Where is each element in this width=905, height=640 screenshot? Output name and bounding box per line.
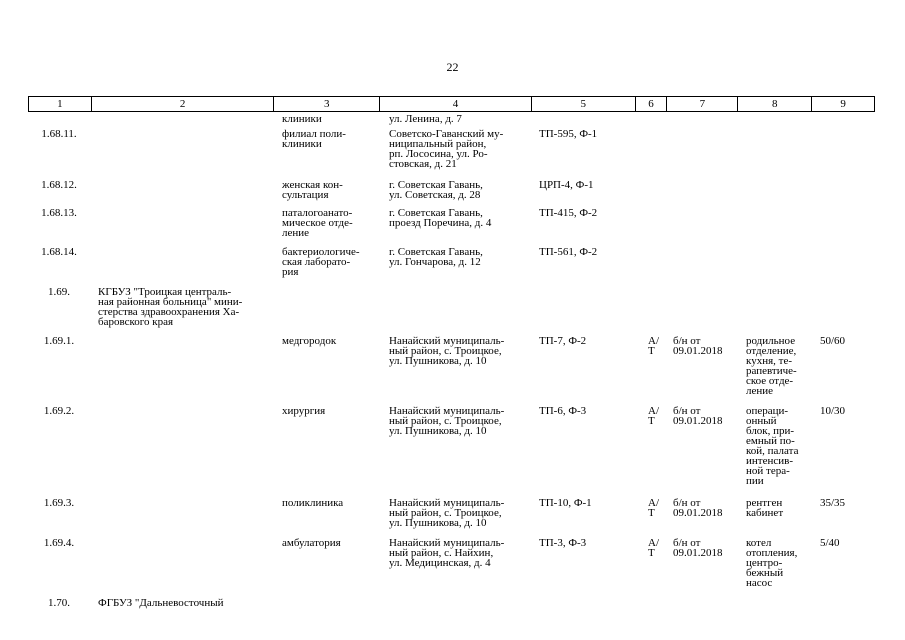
reserve-type: А/ Т (648, 335, 659, 357)
power-source: ТП-7, Ф-2 (539, 335, 587, 347)
power-source: ТП-595, Ф-1 (539, 128, 598, 140)
power-source: ТП-10, Ф-1 (539, 497, 592, 509)
column-header-4: 4 (380, 97, 532, 111)
document-ref: б/н от 09.01.2018 (673, 335, 723, 357)
page-number: 22 (446, 60, 459, 74)
column-header-9: 9 (840, 98, 846, 110)
consumers: рентген кабинет (746, 497, 784, 519)
row-number: 1.68.13. (41, 207, 77, 219)
row-number: 1.70. (48, 597, 70, 609)
consumers: родильное отделение, кухня, те- рапевтиче- ское отде- ление (746, 335, 797, 397)
load-value: 35/35 (820, 497, 846, 509)
facility-name: поликлиника (282, 497, 344, 509)
document-ref: б/н от 09.01.2018 (673, 537, 723, 559)
consumers: котел отопления, центро- бежный насос (746, 537, 798, 589)
column-header-7: 7 (667, 97, 738, 111)
address: ул. Ленина, д. 7 (389, 113, 462, 125)
address: г. Советская Гавань, проезд Поречина, д. 4 (389, 207, 492, 229)
address: г. Советская Гавань, ул. Гончарова, д. 12 (389, 246, 483, 268)
row-number: 1.68.11. (41, 128, 77, 140)
power-source: ТП-3, Ф-3 (539, 537, 587, 549)
row-number: 1.68.14. (41, 246, 77, 258)
facility-name: клиники (282, 113, 322, 125)
row-number: 1.69.1. (43, 335, 75, 347)
address: Советско-Гаванский му- ниципальный район, рп. Лососина, ул. Ро- стовская, д. 21 (389, 128, 504, 170)
address: Нанайский муниципаль- ный район, с. Найхин, ул. Медицинская, д. 4 (389, 537, 505, 569)
power-source: ТП-561, Ф-2 (539, 246, 598, 258)
facility-name: медгородок (282, 335, 337, 347)
row-number: 1.69.4. (43, 537, 75, 549)
row-number: 1.69.2. (43, 405, 75, 417)
facility-name: паталогоанато- мическое отде- ление (282, 207, 353, 239)
reserve-type: А/ Т (648, 405, 659, 427)
row-number: 1.68.12. (41, 179, 77, 191)
row-number: 1.69.3. (43, 497, 75, 509)
facility-name: хирургия (282, 405, 326, 417)
column-header-2: 2 (92, 97, 275, 111)
column-header-3: 3 (274, 97, 380, 111)
table-header-row (28, 96, 875, 112)
address: г. Советская Гавань, ул. Советская, д. 28 (389, 179, 483, 201)
document-ref: б/н от 09.01.2018 (673, 497, 723, 519)
power-source: ТП-415, Ф-2 (539, 207, 598, 219)
load-value: 10/30 (820, 405, 846, 417)
column-header-6: 6 (636, 97, 668, 111)
reserve-type: А/ Т (648, 537, 659, 559)
facility-name: филиал поли- клиники (282, 128, 346, 150)
consumers: операци- онный блок, при- емный по- кой, палата интенсив- ной тера- пии (746, 405, 799, 487)
reserve-type: А/ Т (648, 497, 659, 519)
facility-name: женская кон- сультация (282, 179, 343, 201)
power-source: ЦРП-4, Ф-1 (539, 179, 594, 191)
document-ref: б/н от 09.01.2018 (673, 405, 723, 427)
column-header-5: 5 (532, 97, 636, 111)
row-number: 1.69. (48, 286, 70, 298)
load-value: 5/40 (820, 537, 840, 549)
address: Нанайский муниципаль- ный район, с. Троицкое, ул. Пушникова, д. 10 (389, 405, 505, 437)
facility-name: амбулатория (282, 537, 341, 549)
column-header-1: 1 (29, 97, 92, 111)
load-value: 50/60 (820, 335, 846, 347)
column-header-8: 8 (738, 97, 812, 111)
organization-name: КГБУЗ "Троицкая централь- ная районная больница" мини- стерства здравоохранения Ха- баровского края (98, 286, 243, 328)
organization-name: ФГБУЗ "Дальневосточный (98, 597, 224, 609)
address: Нанайский муниципаль- ный район, с. Троицкое, ул. Пушникова, д. 10 (389, 335, 505, 367)
facility-name: бактериологиче- ская лаборато- рия (282, 246, 360, 278)
power-source: ТП-6, Ф-3 (539, 405, 587, 417)
address: Нанайский муниципаль- ный район, с. Троицкое, ул. Пушникова, д. 10 (389, 497, 505, 529)
